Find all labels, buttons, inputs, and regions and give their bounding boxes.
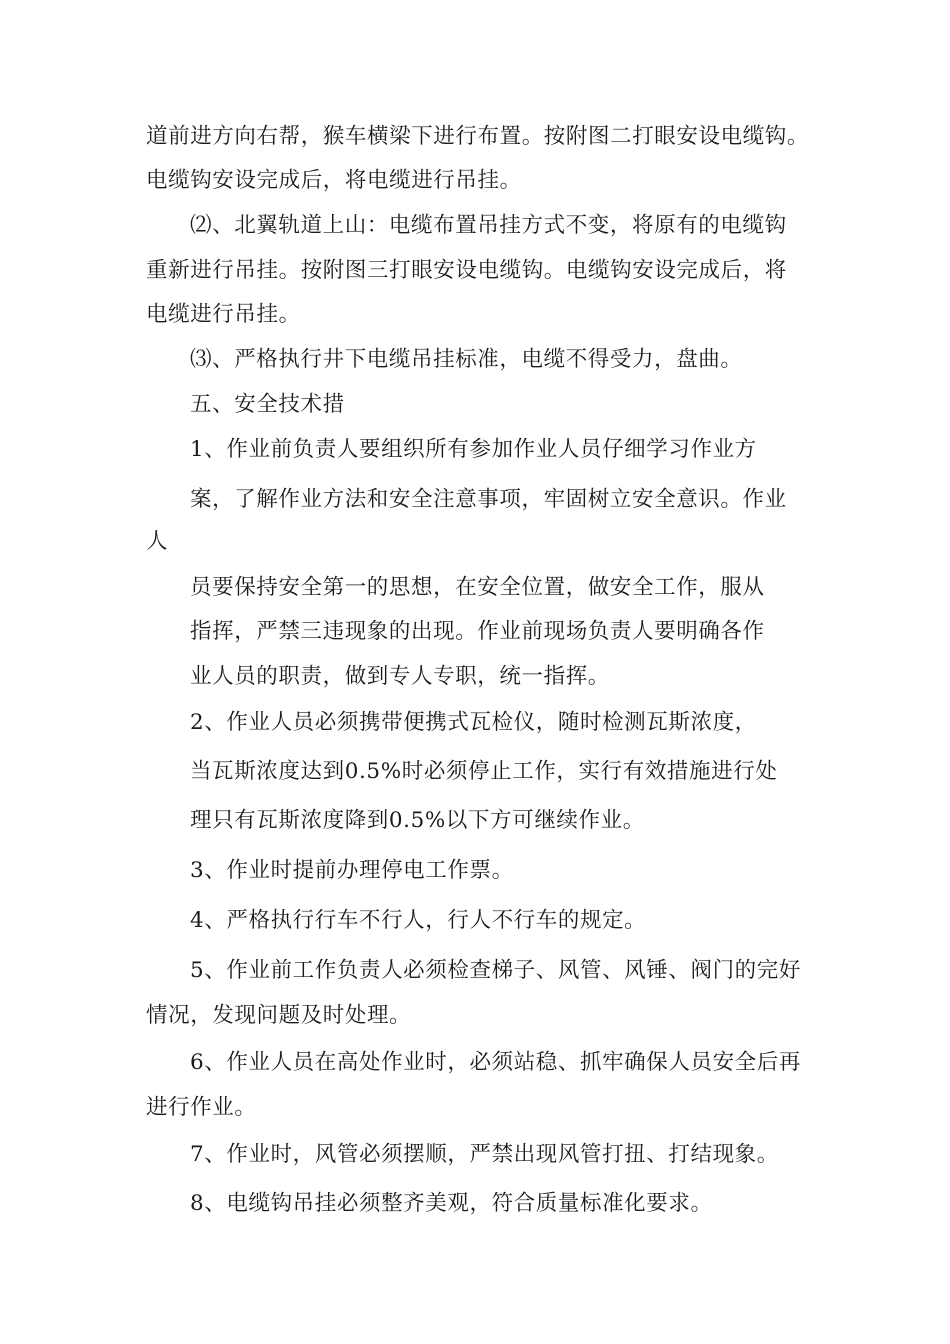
text-line: 电缆进行吊挂。 (146, 302, 301, 327)
text-line: 当瓦斯浓度达到0.5%时必须停止工作，实行有效措施进行处 (190, 759, 778, 784)
text-line: 理只有瓦斯浓度降到0.5%以下方可继续作业。 (190, 808, 645, 833)
text-line: ⑶、严格执行井下电缆吊挂标准，电缆不得受力，盘曲。 (190, 347, 743, 372)
text-line: 情况，发现问题及时处理。 (146, 1003, 412, 1028)
text-line: 电缆钩安设完成后，将电缆进行吊挂。 (146, 168, 522, 193)
text-line: 6、作业人员在高处作业时，必须站稳、抓牢确保人员安全后再 (190, 1050, 801, 1075)
text-line: 2、作业人员必须携带便携式瓦检仪，随时检测瓦斯浓度， (190, 710, 757, 735)
text-line: 道前进方向右帮，猴车横梁下进行布置。按附图二打眼安设电缆钩。 (146, 124, 810, 149)
text-line: 业人员的职责，做到专人专职，统一指挥。 (190, 664, 610, 689)
text-line: 员要保持安全第一的思想，在安全位置，做安全工作，服从 (190, 575, 765, 600)
text-line: 进行作业。 (146, 1095, 257, 1120)
text-line: 人 (146, 529, 169, 554)
text-line: ⑵、北翼轨道上山：电缆布置吊挂方式不变，将原有的电缆钩 (190, 213, 787, 238)
text-line: 8、电缆钩吊挂必须整齐美观，符合质量标准化要求。 (190, 1191, 713, 1216)
text-line: 7、作业时，风管必须摆顺，严禁出现风管打扭、打结现象。 (190, 1142, 779, 1167)
text-line: 3、作业时提前办理停电工作票。 (190, 858, 514, 883)
text-line: 1、作业前负责人要组织所有参加作业人员仔细学习作业方 (190, 437, 757, 462)
text-line: 重新进行吊挂。按附图三打眼安设电缆钩。电缆钩安设完成后，将 (146, 258, 787, 283)
text-line: 4、严格执行行车不行人，行人不行车的规定。 (190, 908, 647, 933)
text-line: 案，了解作业方法和安全注意事项，牢固树立安全意识。作业 (190, 487, 787, 512)
text-line: 指挥，严禁三违现象的出现。作业前现场负责人要明确各作 (190, 619, 765, 644)
text-line: 5、作业前工作负责人必须检查梯子、风管、风锤、阀门的完好 (190, 958, 801, 983)
section-heading: 五、安全技术措 (190, 392, 345, 417)
